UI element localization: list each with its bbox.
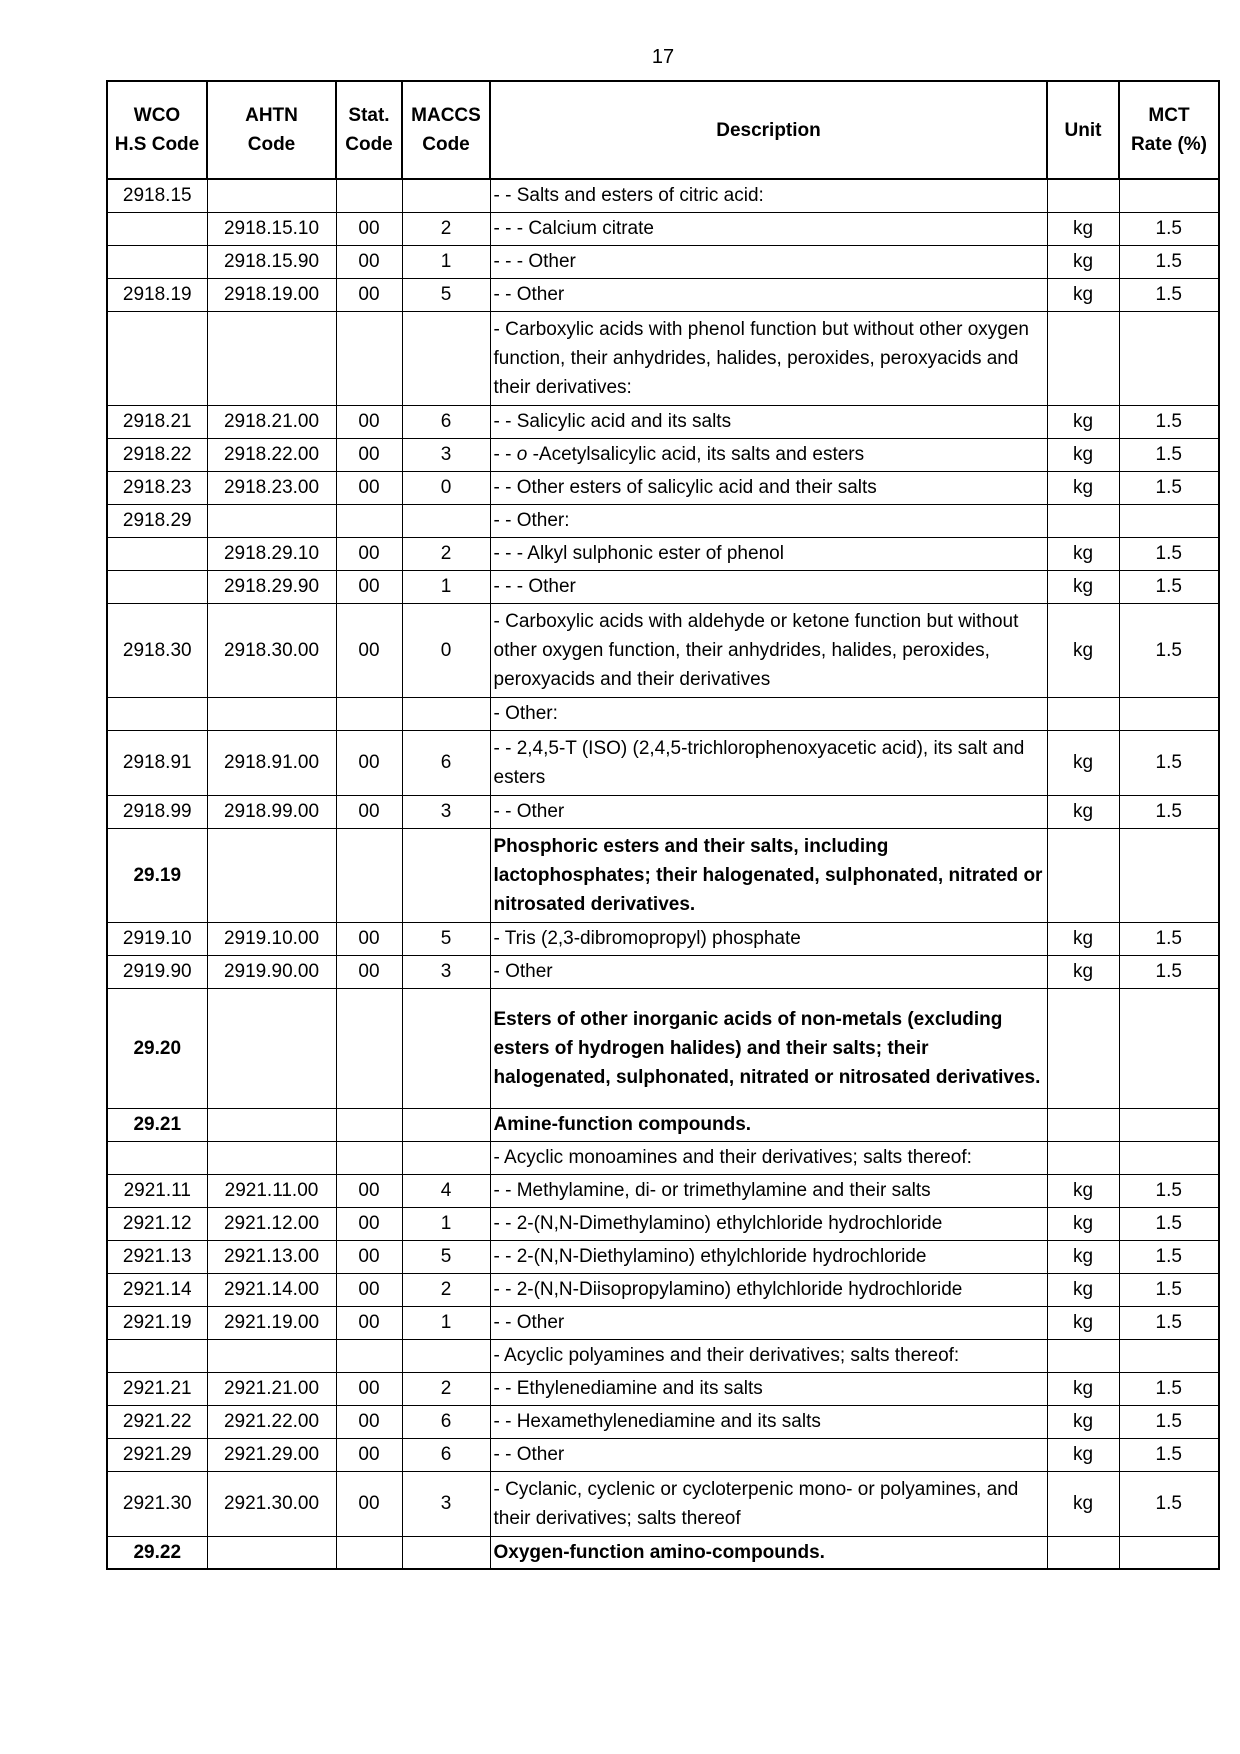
ahtn-code-cell: 2921.11.00 xyxy=(207,1174,336,1207)
page-number: 17 xyxy=(651,46,675,68)
description-cell: - Other xyxy=(490,955,1047,988)
ahtn-code-cell: 2918.21.00 xyxy=(207,405,336,438)
description-cell: - - 2-(N,N-Diisopropylamino) ethylchloride hydrochloride xyxy=(490,1273,1047,1306)
unit-cell xyxy=(1047,1108,1119,1141)
description-cell: - Tris (2,3-dibromopropyl) phosphate xyxy=(490,922,1047,955)
ahtn-code-cell: 2921.29.00 xyxy=(207,1438,336,1471)
description-cell: - - - Other xyxy=(490,570,1047,603)
table-row xyxy=(107,1174,1219,1207)
description-cell: - - Methylamine, di- or trimethylamine and their salts xyxy=(490,1174,1047,1207)
stat-code-cell xyxy=(336,1339,402,1372)
maccs-code-cell: 6 xyxy=(402,730,490,795)
stat-code-cell: 00 xyxy=(336,955,402,988)
stat-code-cell: 00 xyxy=(336,471,402,504)
unit-cell xyxy=(1047,1339,1119,1372)
ahtn-code-cell: 2919.10.00 xyxy=(207,922,336,955)
wco-hs-code-cell xyxy=(107,697,207,730)
mct-rate-cell xyxy=(1119,1536,1219,1569)
description-cell: - - - Alkyl sulphonic ester of phenol xyxy=(490,537,1047,570)
description-cell: - Carboxylic acids with aldehyde or ketone function but without other oxygen function, their anhydrides, halides, peroxides, peroxyacids and their derivatives xyxy=(490,603,1047,697)
header-description: Description xyxy=(490,81,1047,179)
table-row xyxy=(107,697,1219,730)
wco-hs-code-cell xyxy=(107,537,207,570)
header-mct-rate: MCT Rate (%) xyxy=(1119,81,1219,179)
maccs-code-cell: 2 xyxy=(402,537,490,570)
table-row xyxy=(107,471,1219,504)
table-row xyxy=(107,1471,1219,1536)
unit-cell xyxy=(1047,1536,1119,1569)
ahtn-code-cell xyxy=(207,697,336,730)
unit-cell: kg xyxy=(1047,1306,1119,1339)
table-row xyxy=(107,504,1219,537)
wco-hs-code-cell: 29.20 xyxy=(107,988,207,1108)
ahtn-code-cell: 2918.23.00 xyxy=(207,471,336,504)
stat-code-cell: 00 xyxy=(336,1174,402,1207)
ahtn-code-cell: 2918.29.90 xyxy=(207,570,336,603)
table-row xyxy=(107,1141,1219,1174)
header-row xyxy=(107,81,1219,179)
wco-hs-code-cell: 2919.90 xyxy=(107,955,207,988)
unit-cell: kg xyxy=(1047,245,1119,278)
maccs-code-cell xyxy=(402,1536,490,1569)
description-cell: - Other: xyxy=(490,697,1047,730)
stat-code-cell: 00 xyxy=(336,730,402,795)
wco-hs-code-cell: 2921.21 xyxy=(107,1372,207,1405)
unit-cell: kg xyxy=(1047,537,1119,570)
description-cell: - - - Calcium citrate xyxy=(490,212,1047,245)
ahtn-code-cell: 2921.19.00 xyxy=(207,1306,336,1339)
maccs-code-cell: 5 xyxy=(402,922,490,955)
description-cell: - - Salicylic acid and its salts xyxy=(490,405,1047,438)
wco-hs-code-cell: 2921.12 xyxy=(107,1207,207,1240)
stat-code-cell: 00 xyxy=(336,570,402,603)
table-row xyxy=(107,245,1219,278)
tariff-body xyxy=(107,179,1219,1569)
stat-code-cell xyxy=(336,179,402,212)
maccs-code-cell: 0 xyxy=(402,603,490,697)
maccs-code-cell xyxy=(402,828,490,922)
ahtn-code-cell: 2921.21.00 xyxy=(207,1372,336,1405)
ahtn-code-cell: 2918.19.00 xyxy=(207,278,336,311)
mct-rate-cell: 1.5 xyxy=(1119,922,1219,955)
description-cell: - - Other xyxy=(490,278,1047,311)
stat-code-cell: 00 xyxy=(336,1207,402,1240)
description-cell: Phosphoric esters and their salts, including lactophosphates; their halogenated, sulphonated, nitrated or nitrosated derivatives. xyxy=(490,828,1047,922)
description-cell: - Acyclic polyamines and their derivatives; salts thereof: xyxy=(490,1339,1047,1372)
maccs-code-cell: 2 xyxy=(402,212,490,245)
wco-hs-code-cell: 2918.99 xyxy=(107,795,207,828)
table-row xyxy=(107,603,1219,697)
table-row xyxy=(107,405,1219,438)
mct-rate-cell xyxy=(1119,1108,1219,1141)
maccs-code-cell: 1 xyxy=(402,570,490,603)
mct-rate-cell: 1.5 xyxy=(1119,1306,1219,1339)
maccs-code-cell: 6 xyxy=(402,1405,490,1438)
unit-cell xyxy=(1047,179,1119,212)
maccs-code-cell: 5 xyxy=(402,278,490,311)
maccs-code-cell: 3 xyxy=(402,955,490,988)
ahtn-code-cell: 2918.91.00 xyxy=(207,730,336,795)
wco-hs-code-cell: 2921.30 xyxy=(107,1471,207,1536)
mct-rate-cell: 1.5 xyxy=(1119,1174,1219,1207)
table-row xyxy=(107,1339,1219,1372)
table-row xyxy=(107,1306,1219,1339)
ahtn-code-cell: 2921.30.00 xyxy=(207,1471,336,1536)
wco-hs-code-cell xyxy=(107,311,207,405)
table-row xyxy=(107,311,1219,405)
description-cell: - - Ethylenediamine and its salts xyxy=(490,1372,1047,1405)
mct-rate-cell: 1.5 xyxy=(1119,212,1219,245)
maccs-code-cell xyxy=(402,1339,490,1372)
mct-rate-cell xyxy=(1119,828,1219,922)
unit-cell: kg xyxy=(1047,922,1119,955)
mct-rate-cell: 1.5 xyxy=(1119,1207,1219,1240)
unit-cell xyxy=(1047,504,1119,537)
unit-cell: kg xyxy=(1047,795,1119,828)
maccs-code-cell: 6 xyxy=(402,1438,490,1471)
ahtn-code-cell xyxy=(207,828,336,922)
description-cell: - Acyclic monoamines and their derivatives; salts thereof: xyxy=(490,1141,1047,1174)
maccs-code-cell xyxy=(402,1141,490,1174)
stat-code-cell xyxy=(336,988,402,1108)
description-cell: - Carboxylic acids with phenol function but without other oxygen function, their anhydrides, halides, peroxides, peroxyacids and their derivatives: xyxy=(490,311,1047,405)
unit-cell: kg xyxy=(1047,603,1119,697)
wco-hs-code-cell: 2918.15 xyxy=(107,179,207,212)
unit-cell: kg xyxy=(1047,730,1119,795)
table-row xyxy=(107,1207,1219,1240)
mct-rate-cell: 1.5 xyxy=(1119,795,1219,828)
mct-rate-cell xyxy=(1119,311,1219,405)
mct-rate-cell: 1.5 xyxy=(1119,1372,1219,1405)
wco-hs-code-cell: 2918.21 xyxy=(107,405,207,438)
stat-code-cell: 00 xyxy=(336,1306,402,1339)
maccs-code-cell xyxy=(402,504,490,537)
mct-rate-cell: 1.5 xyxy=(1119,1405,1219,1438)
table-row xyxy=(107,730,1219,795)
wco-hs-code-cell: 2921.14 xyxy=(107,1273,207,1306)
wco-hs-code-cell xyxy=(107,212,207,245)
table-row xyxy=(107,795,1219,828)
unit-cell: kg xyxy=(1047,438,1119,471)
unit-cell: kg xyxy=(1047,278,1119,311)
table-row xyxy=(107,570,1219,603)
stat-code-cell: 00 xyxy=(336,438,402,471)
mct-rate-cell: 1.5 xyxy=(1119,603,1219,697)
stat-code-cell: 00 xyxy=(336,1471,402,1536)
unit-cell xyxy=(1047,828,1119,922)
ahtn-code-cell: 2918.99.00 xyxy=(207,795,336,828)
unit-cell: kg xyxy=(1047,955,1119,988)
description-cell: - - o -Acetylsalicylic acid, its salts and esters xyxy=(490,438,1047,471)
description-cell: - - Other xyxy=(490,1306,1047,1339)
ahtn-code-cell xyxy=(207,1108,336,1141)
maccs-code-cell: 3 xyxy=(402,1471,490,1536)
mct-rate-cell: 1.5 xyxy=(1119,1471,1219,1536)
unit-cell xyxy=(1047,697,1119,730)
maccs-code-cell xyxy=(402,311,490,405)
wco-hs-code-cell: 2921.11 xyxy=(107,1174,207,1207)
wco-hs-code-cell: 2921.19 xyxy=(107,1306,207,1339)
maccs-code-cell: 3 xyxy=(402,438,490,471)
mct-rate-cell: 1.5 xyxy=(1119,1273,1219,1306)
wco-hs-code-cell xyxy=(107,1339,207,1372)
ahtn-code-cell: 2918.30.00 xyxy=(207,603,336,697)
description-cell: - - Other xyxy=(490,795,1047,828)
stat-code-cell: 00 xyxy=(336,405,402,438)
unit-cell: kg xyxy=(1047,1438,1119,1471)
mct-rate-cell: 1.5 xyxy=(1119,730,1219,795)
mct-rate-cell xyxy=(1119,1141,1219,1174)
heading-row xyxy=(107,988,1219,1108)
maccs-code-cell xyxy=(402,988,490,1108)
stat-code-cell: 00 xyxy=(336,1240,402,1273)
stat-code-cell: 00 xyxy=(336,278,402,311)
description-cell: Esters of other inorganic acids of non-metals (excluding esters of hydrogen halides) and their salts; their halogenated, sulphonated, nitrated or nitrosated derivatives. xyxy=(490,988,1047,1108)
wco-hs-code-cell xyxy=(107,245,207,278)
header-unit: Unit xyxy=(1047,81,1119,179)
description-cell: - - Other esters of salicylic acid and their salts xyxy=(490,471,1047,504)
ahtn-code-cell: 2919.90.00 xyxy=(207,955,336,988)
mct-rate-cell: 1.5 xyxy=(1119,955,1219,988)
maccs-code-cell: 2 xyxy=(402,1372,490,1405)
stat-code-cell xyxy=(336,311,402,405)
table-row xyxy=(107,955,1219,988)
unit-cell: kg xyxy=(1047,1405,1119,1438)
description-cell: Amine-function compounds. xyxy=(490,1108,1047,1141)
stat-code-cell: 00 xyxy=(336,1405,402,1438)
maccs-code-cell: 1 xyxy=(402,1207,490,1240)
mct-rate-cell: 1.5 xyxy=(1119,405,1219,438)
unit-cell xyxy=(1047,311,1119,405)
table-row xyxy=(107,212,1219,245)
wco-hs-code-cell: 29.21 xyxy=(107,1108,207,1141)
mct-rate-cell xyxy=(1119,988,1219,1108)
wco-hs-code-cell: 2918.19 xyxy=(107,278,207,311)
wco-hs-code-cell: 2918.23 xyxy=(107,471,207,504)
stat-code-cell: 00 xyxy=(336,1273,402,1306)
stat-code-cell: 00 xyxy=(336,537,402,570)
unit-cell: kg xyxy=(1047,405,1119,438)
stat-code-cell xyxy=(336,504,402,537)
table-row xyxy=(107,278,1219,311)
description-cell: - - Salts and esters of citric acid: xyxy=(490,179,1047,212)
description-cell: - - Hexamethylenediamine and its salts xyxy=(490,1405,1047,1438)
unit-cell: kg xyxy=(1047,1372,1119,1405)
unit-cell xyxy=(1047,1141,1119,1174)
wco-hs-code-cell xyxy=(107,570,207,603)
wco-hs-code-cell: 29.22 xyxy=(107,1536,207,1569)
maccs-code-cell xyxy=(402,179,490,212)
description-cell: - - 2-(N,N-Dimethylamino) ethylchloride hydrochloride xyxy=(490,1207,1047,1240)
stat-code-cell: 00 xyxy=(336,245,402,278)
description-cell: - Cyclanic, cyclenic or cycloterpenic mono- or polyamines, and their derivatives; salts thereof xyxy=(490,1471,1047,1536)
stat-code-cell xyxy=(336,1141,402,1174)
ahtn-code-cell: 2921.13.00 xyxy=(207,1240,336,1273)
mct-rate-cell xyxy=(1119,1339,1219,1372)
unit-cell: kg xyxy=(1047,570,1119,603)
header-maccs-code: MACCS Code xyxy=(402,81,490,179)
wco-hs-code-cell: 2921.13 xyxy=(107,1240,207,1273)
header-stat-code: Stat. Code xyxy=(336,81,402,179)
ahtn-code-cell xyxy=(207,1339,336,1372)
tariff-table xyxy=(106,80,1220,1570)
wco-hs-code-cell: 2921.22 xyxy=(107,1405,207,1438)
header-ahtn-code: AHTN Code xyxy=(207,81,336,179)
wco-hs-code-cell: 2919.10 xyxy=(107,922,207,955)
stat-code-cell xyxy=(336,1108,402,1141)
mct-rate-cell: 1.5 xyxy=(1119,471,1219,504)
maccs-code-cell: 0 xyxy=(402,471,490,504)
mct-rate-cell: 1.5 xyxy=(1119,278,1219,311)
heading-row xyxy=(107,1108,1219,1141)
stat-code-cell: 00 xyxy=(336,1438,402,1471)
maccs-code-cell: 3 xyxy=(402,795,490,828)
table-row xyxy=(107,1273,1219,1306)
table-row xyxy=(107,1405,1219,1438)
table-row xyxy=(107,1240,1219,1273)
unit-cell: kg xyxy=(1047,1207,1119,1240)
maccs-code-cell: 5 xyxy=(402,1240,490,1273)
stat-code-cell xyxy=(336,1536,402,1569)
stat-code-cell: 00 xyxy=(336,1372,402,1405)
table-row xyxy=(107,438,1219,471)
mct-rate-cell: 1.5 xyxy=(1119,1240,1219,1273)
maccs-code-cell xyxy=(402,1108,490,1141)
stat-code-cell: 00 xyxy=(336,603,402,697)
wco-hs-code-cell: 2918.22 xyxy=(107,438,207,471)
mct-rate-cell: 1.5 xyxy=(1119,537,1219,570)
mct-rate-cell xyxy=(1119,697,1219,730)
stat-code-cell: 00 xyxy=(336,795,402,828)
ahtn-code-cell xyxy=(207,1141,336,1174)
table-row xyxy=(107,922,1219,955)
description-cell: - - - Other xyxy=(490,245,1047,278)
description-cell: - - Other xyxy=(490,1438,1047,1471)
ahtn-code-cell xyxy=(207,1536,336,1569)
maccs-code-cell: 6 xyxy=(402,405,490,438)
maccs-code-cell: 4 xyxy=(402,1174,490,1207)
ahtn-code-cell: 2921.22.00 xyxy=(207,1405,336,1438)
wco-hs-code-cell: 2921.29 xyxy=(107,1438,207,1471)
unit-cell xyxy=(1047,988,1119,1108)
wco-hs-code-cell xyxy=(107,1141,207,1174)
ahtn-code-cell: 2918.15.90 xyxy=(207,245,336,278)
wco-hs-code-cell: 2918.91 xyxy=(107,730,207,795)
ahtn-code-cell: 2921.14.00 xyxy=(207,1273,336,1306)
unit-cell: kg xyxy=(1047,471,1119,504)
ahtn-code-cell xyxy=(207,504,336,537)
ahtn-code-cell: 2918.22.00 xyxy=(207,438,336,471)
table-row xyxy=(107,537,1219,570)
stat-code-cell: 00 xyxy=(336,922,402,955)
wco-hs-code-cell: 2918.30 xyxy=(107,603,207,697)
wco-hs-code-cell: 29.19 xyxy=(107,828,207,922)
maccs-code-cell xyxy=(402,697,490,730)
unit-cell: kg xyxy=(1047,1273,1119,1306)
ahtn-code-cell xyxy=(207,311,336,405)
unit-cell: kg xyxy=(1047,1240,1119,1273)
mct-rate-cell: 1.5 xyxy=(1119,438,1219,471)
description-cell: Oxygen-function amino-compounds. xyxy=(490,1536,1047,1569)
stat-code-cell: 00 xyxy=(336,212,402,245)
table-row xyxy=(107,179,1219,212)
description-cell: - - 2-(N,N-Diethylamino) ethylchloride hydrochloride xyxy=(490,1240,1047,1273)
description-cell: - - Other: xyxy=(490,504,1047,537)
maccs-code-cell: 1 xyxy=(402,245,490,278)
mct-rate-cell xyxy=(1119,504,1219,537)
heading-row xyxy=(107,1536,1219,1569)
ahtn-code-cell: 2918.29.10 xyxy=(207,537,336,570)
ahtn-code-cell: 2921.12.00 xyxy=(207,1207,336,1240)
wco-hs-code-cell: 2918.29 xyxy=(107,504,207,537)
unit-cell: kg xyxy=(1047,1174,1119,1207)
header-wco-hs-code: WCO H.S Code xyxy=(107,81,207,179)
stat-code-cell xyxy=(336,697,402,730)
unit-cell: kg xyxy=(1047,212,1119,245)
ahtn-code-cell xyxy=(207,988,336,1108)
ahtn-code-cell xyxy=(207,179,336,212)
ahtn-code-cell: 2918.15.10 xyxy=(207,212,336,245)
mct-rate-cell: 1.5 xyxy=(1119,245,1219,278)
unit-cell: kg xyxy=(1047,1471,1119,1536)
maccs-code-cell: 1 xyxy=(402,1306,490,1339)
stat-code-cell xyxy=(336,828,402,922)
table-row xyxy=(107,1438,1219,1471)
description-cell: - - 2,4,5-T (ISO) (2,4,5-trichlorophenoxyacetic acid), its salt and esters xyxy=(490,730,1047,795)
maccs-code-cell: 2 xyxy=(402,1273,490,1306)
mct-rate-cell: 1.5 xyxy=(1119,1438,1219,1471)
mct-rate-cell: 1.5 xyxy=(1119,570,1219,603)
table-row xyxy=(107,1372,1219,1405)
heading-row xyxy=(107,828,1219,922)
mct-rate-cell xyxy=(1119,179,1219,212)
